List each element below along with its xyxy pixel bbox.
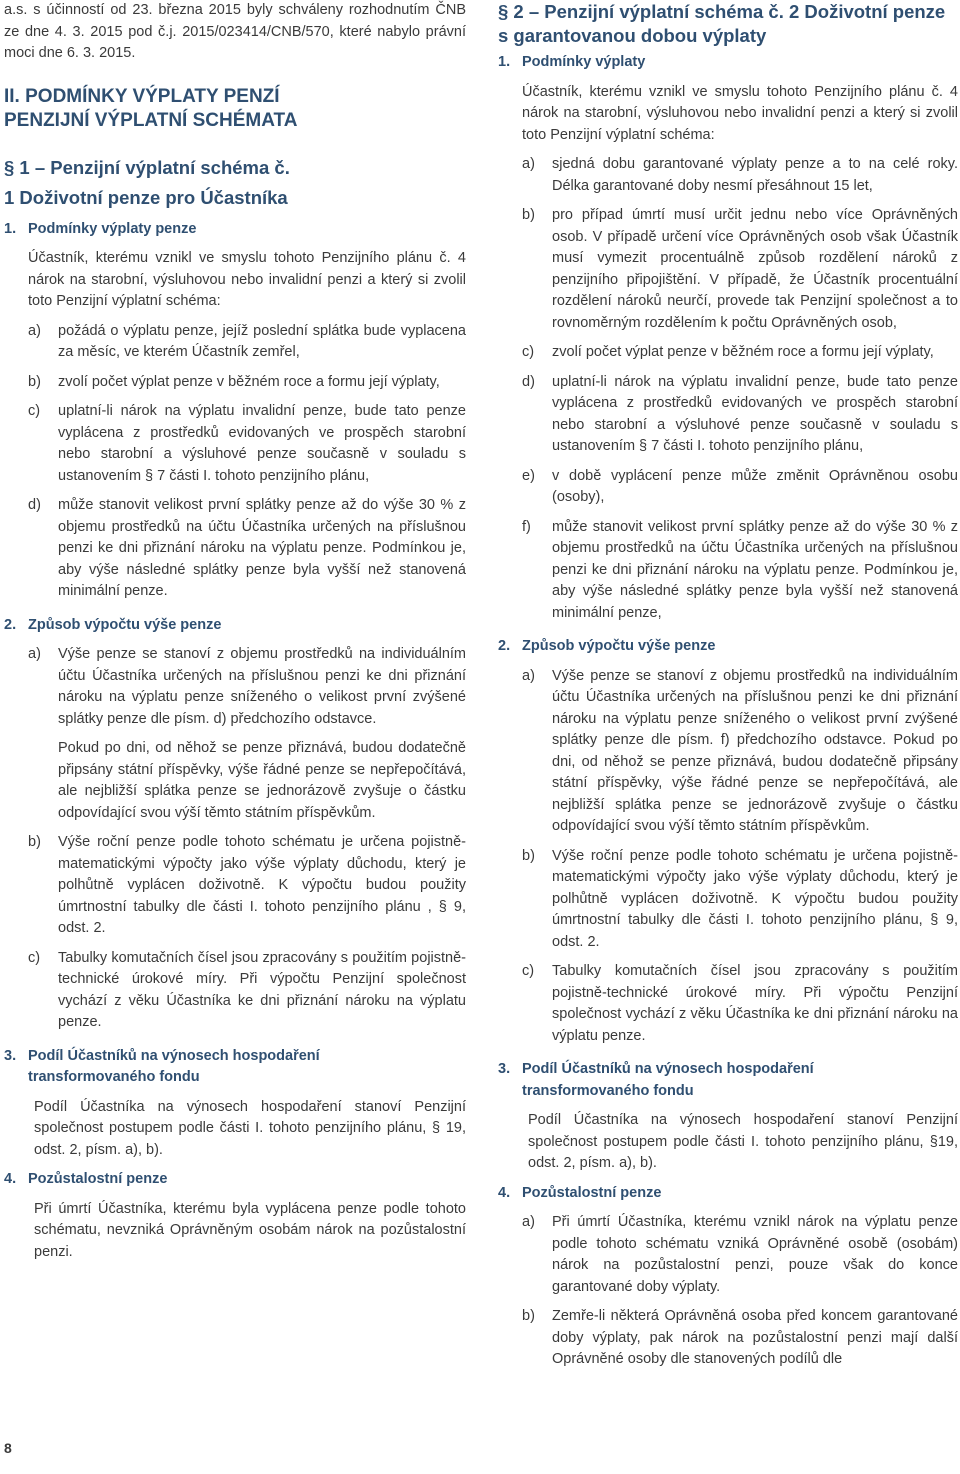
list-item [522, 154, 958, 197]
item-label: b) [28, 373, 41, 390]
item-text-block [58, 948, 466, 1034]
item-list [498, 1212, 958, 1371]
item-text-block [552, 466, 958, 509]
section-number: 2. [4, 616, 17, 633]
list-item [522, 1306, 958, 1371]
item-text: Výše penze se stanoví z objemu prostředků na individuálním účtu Účastníka určených na příslušnou penzi ke dni přiznání nároku na výplatu penze sníženého o velikost první zvýšené splátky penze dle písm. d) předchozího odstavce. [58, 646, 466, 727]
list-item [522, 517, 958, 625]
section-title: Pozůstalostní penze [522, 1184, 662, 1201]
item-label: a) [522, 1214, 535, 1230]
section-paragraph: Podíl Účastníka na výnosech hospodaření stanoví Penzijní společnost postupem podle části I. tohoto penzijního plánu, §19, odst. 2, písm. a), b). [528, 1112, 958, 1171]
item-label: c) [522, 963, 535, 979]
item-label: b) [522, 1308, 535, 1324]
item-text-block [58, 832, 466, 940]
item-label: b) [522, 207, 535, 223]
item-label: d) [28, 497, 41, 513]
item-label: a) [28, 646, 41, 662]
section-title: Podmínky výplaty penze [28, 220, 197, 237]
item-text: sjedná dobu garantované výplaty penze a to na celé roky. Délka garantované doby nesmí přesáhnout 15 let, [552, 156, 958, 194]
item-text-block [552, 372, 958, 458]
item-text: pro případ úmrtí musí určit jednu nebo více Oprávněných osob. V případě určení více Oprávněných osob však Účastník musí vymezit procentuálně způsob rozdělení nároků z penzijního připojištění. V případě, že Účastník procentuální rozdělení nároků neurčí, provede tak Penzijní společnost a to rovnoměrným rozdělením k počtu Oprávněných osob, [552, 207, 958, 331]
item-label: b) [28, 834, 41, 850]
section-heading-4 [4, 1169, 466, 1191]
item-text-block [552, 1212, 958, 1298]
item-text: uplatní-li nárok na výplatu invalidní penze, bude tato penze vyplácena z prostředků evidovaných ve prospěch starobní nebo starobní a výsluhové penze současně v souladu s ustanovením § 7 části I. tohoto penzijního plánu, [58, 403, 466, 484]
item-text: Tabulky komutačních čísel jsou zpracovány s použitím pojistně-technické úrokové míry. Při výpočtu Penzijní společnost vychází z věku Účastníka ke dni přiznání nároku na výplatu penze. [552, 963, 958, 1044]
section-number: 3. [498, 1061, 511, 1077]
item-label: c) [28, 949, 41, 966]
item-text-block [58, 401, 466, 487]
item-text-block [552, 517, 958, 625]
item-text-block [552, 666, 958, 838]
section-title: Způsob výpočtu výše penze [28, 616, 222, 633]
item-text: Při úmrtí Účastníka, kterému vznikl nárok na výplatu penze podle tohoto schématu vzniká Oprávněné osobě (osobám) nárok na pozůstalostní penzi, pouze však do konce garantované doby výplaty. [552, 1214, 958, 1295]
part-title: II. PODMÍNKY VÝPLATY PENZÍ PENZIJNÍ VÝPLATNÍ SCHÉMATA [4, 85, 298, 131]
item-label: b) [522, 847, 535, 864]
section-heading-3 [4, 1046, 466, 1089]
section-paragraph: Účastník, kterému vznikl ve smyslu tohoto Penzijního plánu č. 4 nárok na starobní, výsluhovou nebo invalidní penzi a který si zvolil toto Penzijní výplatní schéma: [522, 83, 958, 143]
item-extra-paragraph: Pokud po dni, od něhož se penze přiznává, budou dodatečně připsány státní příspěvky, výše řádné penze se nepřepočítává, ale nejbližší splátka penze se jednorázově zvyšuje o částku odpovídající svou výší těmto státním příspěvkům. [58, 740, 466, 821]
item-text-block [552, 1306, 958, 1371]
section-number: 4. [498, 1184, 511, 1201]
section-title: Podmínky výplaty [522, 54, 646, 70]
section-heading-3 [498, 1059, 958, 1102]
list-item [28, 832, 466, 940]
list-item [522, 846, 958, 954]
intro-text: a.s. s účinností od 23. března 2015 byly schváleny rozhodnutím ČNB ze dne 4. 3. 2015 pod č.j. 2015/023414/CNB/570, které nabylo právní moci dne 6. 3. 2015. [4, 2, 466, 61]
section-title: Způsob výpočtu výše penze [522, 638, 716, 654]
item-label: a) [522, 156, 535, 172]
item-text-block [552, 205, 958, 334]
list-item [522, 205, 958, 334]
item-list [498, 154, 958, 624]
item-list [4, 321, 466, 603]
list-item [522, 1212, 958, 1298]
item-text: může stanovit velikost první splátky penze až do výše 30 % z objemu prostředků na účtu Účastníka určených na příslušnou penzi ke dni přiznání nároku na výplatu penze. Podmínkou je, aby výše následné splátky penze byla vyšší než stanovená minimální penze, [552, 518, 958, 621]
section-heading-1 [498, 52, 958, 74]
section-heading-4 [498, 1183, 958, 1205]
item-text: Výše roční penze podle tohoto schématu je určena pojistně-matematickými výpočty jako výše výplaty důchodu, který je polhůtně vyplácen doživotně. K výpočtu budou použity úmrtnostní tabulky dle části I. tohoto penzijního plánu , § 9, odst. 2. [58, 834, 466, 936]
page-number: 8 [4, 1440, 12, 1456]
section-number: 2. [498, 638, 511, 654]
left-column [4, 0, 466, 1263]
list-item [522, 466, 958, 509]
item-label: d) [522, 373, 535, 390]
section-heading-1 [4, 219, 466, 241]
item-text-block [552, 846, 958, 954]
section-paragraph: Při úmrtí Účastníka, kterému byla vyplácena penze podle tohoto schématu, nevzniká Oprávněným osobám nárok na pozůstalostní penzi. [34, 1200, 466, 1260]
section-number: 1. [498, 54, 511, 70]
item-label: f) [522, 518, 531, 535]
item-text: Výše penze se stanoví z objemu prostředků na individuálním účtu Účastníka určených na příslušnou penzi ke dni přiznání nároku na výplatu penze sníženého o velikost první zvýšené splátky penze dle písm. f) předchozího odstavce. Pokud po dni, od něhož se penze přiznává, budou dodatečně připsány státní příspěvky, výše řádné penze se nepřepočítává, ale nejbližší splátka penze se jednorázově zvyšuje o částku odpovídající svou výší těmto státním příspěvkům. [552, 667, 958, 834]
item-text-block [552, 154, 958, 197]
list-item [522, 342, 958, 364]
item-text: požádá o výplatu penze, jejíž poslední splátka bude vyplacena za měsíc, ve kterém Účastník zemřel, [58, 322, 466, 360]
item-text-block [58, 372, 466, 394]
list-item [28, 495, 466, 603]
scheme-title-2: § 2 – Penzijní výplatní schéma č. 2 Doživotní penze s garantovanou dobou výplaty [498, 1, 946, 46]
section-paragraph: Účastník, kterému vznikl ve smyslu tohoto Penzijního plánu č. 4 nárok na starobní, výsluhovou nebo invalidní penzi a který si zvolil toto Penzijní výplatní schéma: [28, 250, 466, 309]
list-item [522, 666, 958, 838]
item-text: Výše roční penze podle tohoto schématu je určena pojistně-matematickými výpočty jako výše výplaty důchodu, který je polhůtně vyplácen doživotně. K výpočtu budou použity úmrtnostní tabulky dle části I. tohoto penzijního plánu, § 9, odst. 2. [552, 847, 958, 950]
list-item [522, 961, 958, 1047]
list-item [28, 644, 466, 824]
section-title: Podíl Účastníků na výnosech hospodaření transformovaného fondu [522, 1061, 814, 1099]
list-item [522, 372, 958, 458]
item-label: c) [522, 344, 535, 360]
item-text-block [552, 342, 958, 364]
section-title: Pozůstalostní penze [28, 1171, 168, 1187]
item-label: c) [28, 403, 41, 419]
item-text-block [58, 495, 466, 603]
item-list [498, 666, 958, 1048]
section-paragraph: Podíl Účastníka na výnosech hospodaření stanoví Penzijní společnost postupem podle části I. tohoto penzijního plánu, § 19, odst. 2, písm. a), b). [34, 1098, 466, 1158]
list-item [28, 948, 466, 1034]
section-heading-2 [498, 636, 958, 658]
item-text: může stanovit velikost první splátky penze až do výše 30 % z objemu prostředků na účtu Účastníka určených na příslušnou penzi ke dni přiznání nároku na výplatu penze. Podmínkou je, aby výše následné splátky penze byla vyšší než stanovená minimální penze. [58, 497, 466, 599]
scheme-title-1: § 1 – Penzijní výplatní schéma č. 1 Doživotní penze pro Účastníka [4, 156, 290, 208]
item-list [4, 644, 466, 1034]
section-title: Podíl Účastníků na výnosech hospodaření transformovaného fondu [28, 1047, 320, 1085]
section-number: 4. [4, 1171, 17, 1187]
item-text: zvolí počet výplat penze v běžném roce a formu její výplaty, [58, 373, 440, 390]
item-text-block [58, 321, 466, 364]
item-text: Tabulky komutačních čísel jsou zpracovány s použitím pojistně-technické úrokové míry. Při výpočtu Penzijní společnost vychází z věku Účastníka ke dni přiznání nároku na výplatu penze. [58, 949, 466, 1030]
section-number: 1. [4, 220, 17, 237]
list-item [28, 372, 466, 394]
item-text: v době vyplácení penze může změnit Oprávněnou osobu (osoby), [552, 467, 958, 505]
item-text: uplatní-li nárok na výplatu invalidní penze, bude tato penze vyplácena z prostředků evidovaných ve prospěch starobní nebo starobní a výsluhové penze současně v souladu s ustanovením § 7 části I. tohoto penzijního plánu, [552, 373, 958, 454]
list-item [28, 401, 466, 487]
list-item [28, 321, 466, 364]
right-column [498, 0, 958, 1379]
section-number: 3. [4, 1047, 17, 1064]
item-label: a) [28, 322, 41, 339]
item-label: e) [522, 467, 535, 484]
item-text: zvolí počet výplat penze v běžném roce a formu její výplaty, [552, 344, 934, 360]
item-text: Zemře-li některá Oprávněná osoba před koncem garantované doby výplaty, pak nárok na pozůstalostní penzi mají další Oprávněné osoby dle stanovených podílů dle [552, 1308, 958, 1367]
item-text-block [552, 961, 958, 1047]
item-text-block [58, 644, 466, 824]
section-heading-2 [4, 615, 466, 637]
item-label: a) [522, 667, 535, 684]
